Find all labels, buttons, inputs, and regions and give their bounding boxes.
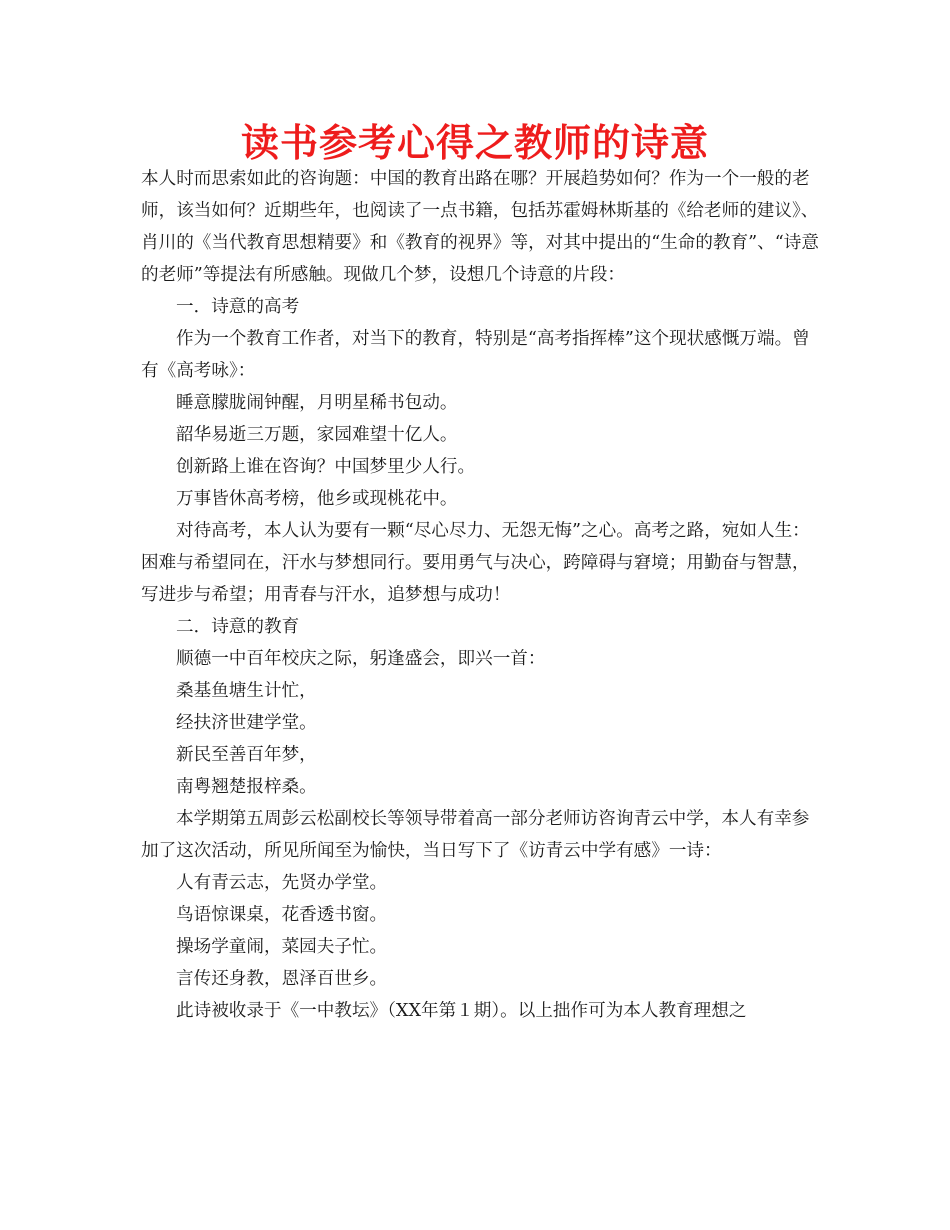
paragraph: 本学期第五周彭云松副校长等领导带着高一部分老师访咨询青云中学，本人有幸参加了这次活动，所见所闻至为愉快，当日写下了《访青云中学有感》一诗： [141, 809, 810, 861]
document-body [141, 163, 821, 1027]
paragraph: 言传还身教，恩泽百世乡。 [176, 969, 388, 989]
paragraph: 二．诗意的教育 [176, 617, 300, 637]
paragraph: 操场学童闹，菜园夫子忙。 [176, 937, 388, 957]
paragraph: 万事皆休高考榜，他乡或现桃花中。 [176, 489, 458, 509]
paragraph: 一．诗意的高考 [176, 297, 300, 317]
paragraph: 作为一个教育工作者，对当下的教育，特别是“高考指挥棒”这个现状感慨万端。曾有《高考咏》： [141, 329, 810, 381]
paragraph: 此诗被收录于《一中教坛》（XX年第１期）。以上拙作可为本人教育理想之 [176, 1001, 747, 1021]
paragraph: 创新路上谁在咨询？中国梦里少人行。 [176, 457, 476, 477]
paragraph: 对待高考，本人认为要有一颗“尽心尽力、无怨无悔”之心。高考之路，宛如人生：困难与希望同在，汗水与梦想同行。要用勇气与决心，跨障碍与窘境；用勤奋与智慧，写进步与希望；用青春与汗水，追梦想与成功！ [141, 521, 810, 605]
paragraph: 韶华易逝三万题，家园难望十亿人。 [176, 425, 458, 445]
paragraph: 南粤翘楚报梓桑。 [176, 777, 317, 797]
paragraph: 睡意朦胧闹钟醒，月明星稀书包动。 [176, 393, 458, 413]
paragraph: 人有青云志，先贤办学堂。 [176, 873, 388, 893]
paragraph: 鸟语惊课桌，花香透书窗。 [176, 905, 388, 925]
paragraph: 顺德一中百年校庆之际，躬逢盛会，即兴一首： [176, 649, 546, 669]
paragraph: 桑基鱼塘生计忙， [176, 681, 317, 701]
paragraph: 新民至善百年梦， [176, 745, 317, 765]
paragraph: 经扶济世建学堂。 [176, 713, 317, 733]
document-title: 读书参考心得之教师的诗意 [240, 121, 709, 165]
paragraph: 本人时而思索如此的咨询题：中国的教育出路在哪？开展趋势如何？作为一个一般的老师，该当如何？近期些年，也阅读了一点书籍，包括苏霍姆林斯基的《给老师的建议》、肖川的《当代教育思想精要》和《教育的视界》等，对其中提出的“生命的教育”、“诗意的老师”等提法有所感触。现做几个梦，设想几个诗意的片段： [141, 169, 819, 285]
